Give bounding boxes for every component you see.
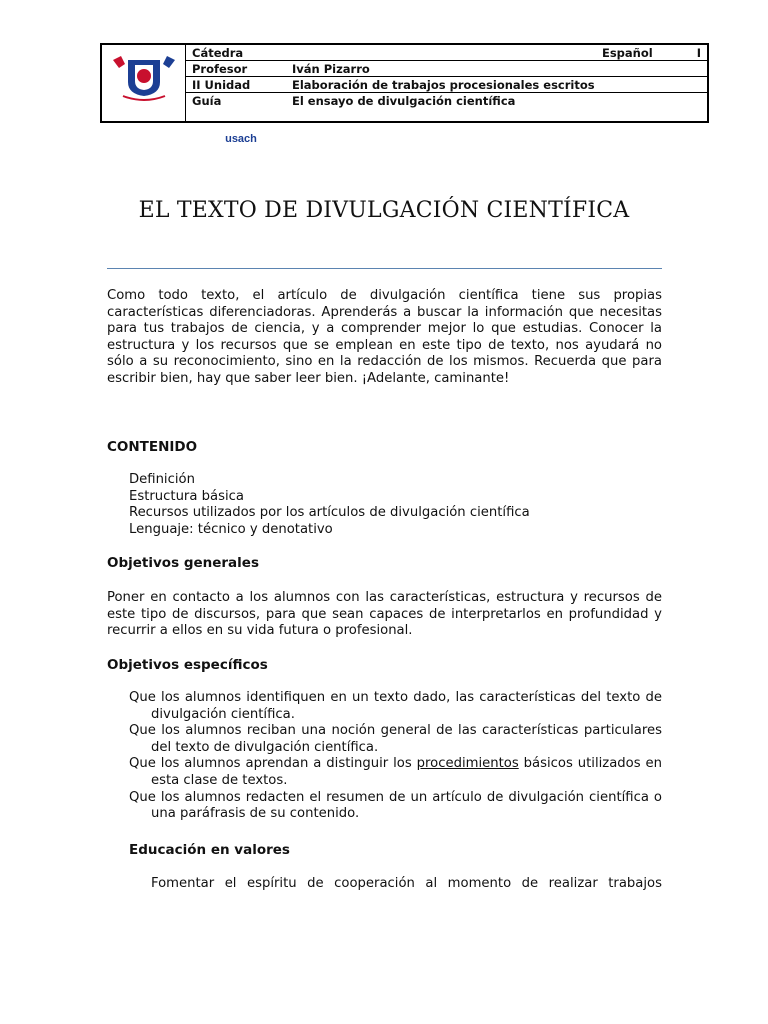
header-row-guia	[186, 93, 707, 109]
guia-value: El ensayo de divulgación científica	[292, 94, 516, 108]
item-text: básicos utilizados en esta clase de textos.	[151, 756, 662, 788]
usach-logo-text: usach	[225, 133, 257, 145]
objetivos-generales-heading: Objetivos generales	[107, 555, 259, 571]
list-item: Lenguaje: técnico y denotativo	[129, 521, 333, 537]
unidad-label: II Unidad	[192, 77, 251, 92]
list-item: Definición	[129, 472, 195, 487]
list-item: Que los alumnos redacten el resumen de un artículo de divulgación científica o una paráfrasis de su contenido.	[129, 789, 662, 822]
catedra-label: Cátedra	[192, 45, 244, 60]
intro-paragraph: Como todo texto, el artículo de divulgación científica tiene sus propias características diferenciadoras. Aprenderás a buscar la información que necesitas para tus trabajos de ciencia, y a comprender mejor lo que estudias. Conocer la estructura y los recursos que se emplean en este tipo de texto, nos ayudará no sólo a su reconocimiento, sino en la redacción de los mismos. Recuerda que para escribir bien, hay que saber leer bien. ¡Adelante, caminante!	[107, 288, 662, 386]
list-item: Recursos utilizados por los artículos de divulgación científica	[129, 505, 530, 521]
contenido-heading: CONTENIDO	[107, 439, 198, 455]
header-row-catedra	[186, 45, 707, 61]
objetivos-especificos-heading: Objetivos específicos	[107, 657, 268, 673]
list-item: Que los alumnos identifiquen en un texto dado, las características del texto de divulgación científica.	[129, 690, 662, 722]
header-row-profesor	[186, 61, 707, 77]
underlined-term: procedimientos	[416, 756, 519, 772]
profesor-label: Profesor	[192, 61, 248, 76]
guia-label: Guía	[192, 94, 222, 108]
header-table	[100, 43, 709, 145]
list-item: Que los alumnos reciban una noción general de las características particulares del texto de divulgación científica.	[129, 723, 662, 755]
list-item	[107, 756, 662, 789]
unidad-value: Elaboración de trabajos procesionales escritos	[292, 77, 595, 92]
title-divider	[107, 268, 662, 269]
contenido-list	[107, 472, 662, 538]
educacion-heading: Educación en valores	[129, 842, 290, 858]
item-text: Que los alumnos aprendan a distinguir los	[129, 756, 417, 772]
objetivos-especificos-list	[107, 690, 662, 823]
subject-value: Español	[601, 45, 653, 60]
educacion-text: Fomentar el espíritu de cooperación al momento de realizar trabajos	[151, 876, 662, 891]
header-row-unidad	[186, 77, 707, 93]
level-value: I	[696, 45, 701, 60]
usach-logo-icon	[109, 54, 179, 112]
list-item: Estructura básica	[129, 488, 244, 504]
objetivos-generales-text: Poner en contacto a los alumnos con las características, estructura y recursos de este tipo de discursos, para que sean capaces de interpretarlos en profundidad y recurrir a ellos en su vida futura o profesional.	[107, 590, 662, 639]
profesor-value: Iván Pizarro	[292, 61, 370, 76]
page-title: EL TEXTO DE DIVULGACIÓN CIENTÍFICA	[138, 198, 630, 223]
